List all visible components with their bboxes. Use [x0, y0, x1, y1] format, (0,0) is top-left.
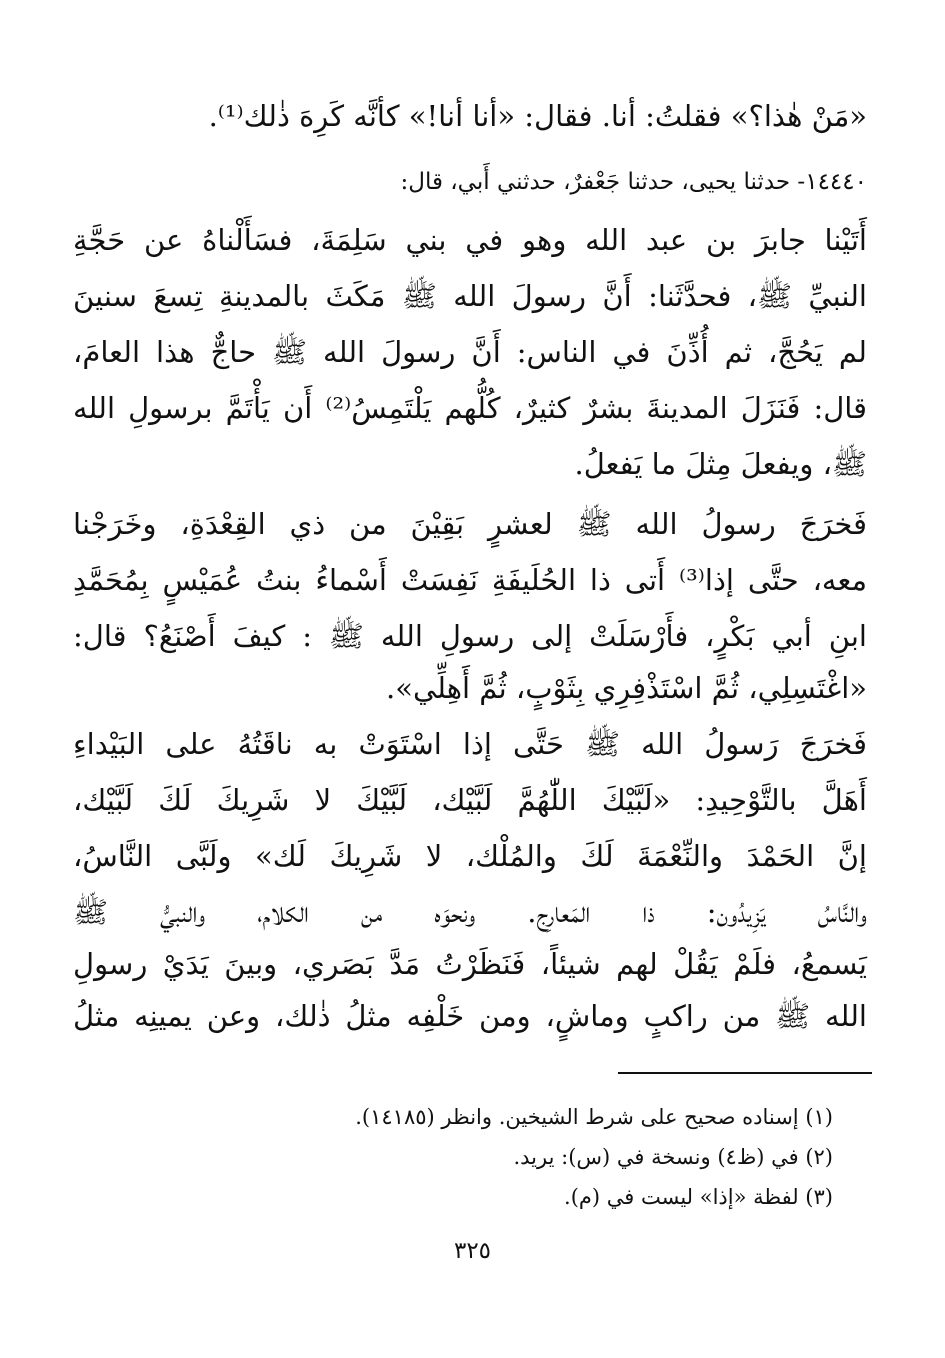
- text-line-3: أَتَيْنا جابرَ بن عبد الله وهو في بني سَلِمَةَ، فسَأَلْناهُ عن حَجَّةِ: [73, 223, 867, 257]
- text-line-16: يَسمعُ، فلَمْ يَقُلْ لهم شيئاً، فَنَظَرْتُ مَدَّ بَصَري، وبينَ يَدَيْ رسولِ: [73, 947, 867, 981]
- text-line-1: «مَنْ هٰذا؟» فقلتُ: أنا. فقال: «أنا أنا!» كأنَّه كَرِهَ ذٰلك⁽¹⁾.: [208, 99, 867, 133]
- text-line-8: فَخرَجَ رسولُ الله ﷺ لعشرٍ بَقِيْنَ من ذي القِعْدَةِ، وخَرَجْنا: [73, 507, 867, 541]
- text-line-12: فَخرَجَ رَسولُ الله ﷺ حَتَّى إذا اسْتَوَتْ به ناقَتُهُ على البَيْداءِ: [73, 727, 867, 761]
- text-line-7: ﷺ، ويفعلَ مِثلَ ما يَفعلُ.: [574, 447, 867, 481]
- text-line-4: النبيِّ ﷺ، فحدَّثَنا: أَنَّ رسولَ الله ﷺ مَكَثَ بالمدينةِ تِسعَ سنينَ: [73, 279, 867, 313]
- text-line-6: قال: فَنَزَلَ المدينةَ بشرٌ كثيرٌ، كُلُّهم يَلْتَمِسُ⁽²⁾ أَن يَأْتَمَّ برسولِ الله: [73, 391, 867, 425]
- text-line-15: والنَّاسُ يَزِيدُون: ذا المَعارِج. ونحوَه من الكلام، والنبيُّ ﷺ: [73, 895, 867, 929]
- text-line-5: لم يَحُجَّ، ثم أُذِّنَ في الناس: أَنَّ رسولَ الله ﷺ حاجٌّ هذا العامَ،: [73, 335, 867, 369]
- footnote-2: (٢) في (ظ٤) ونسخة في (س): يريد.: [513, 1145, 833, 1169]
- text-line-17: الله ﷺ من راكبٍ وماشٍ، ومن خَلْفِه مثلُ ذٰلك، وعن يمينِه مثلُ: [73, 999, 867, 1033]
- footnote-1: (١) إسناده صحيح على شرط الشيخين. وانظر (١٤١٨٥).: [355, 1105, 833, 1129]
- hadith-heading: ١٤٤٤٠- حدثنا يحيى، حدثنا جَعْفرٌ، حدثني أَبي، قال:: [400, 169, 867, 195]
- text-line-14: إنَّ الحَمْدَ والنِّعْمَةَ لَكَ والمُلْك، لا شَرِيكَ لَك» ولَبَّى النَّاسُ،: [73, 839, 867, 873]
- text-line-11: «اغْتَسِلِي، ثُمَّ اسْتَذْفِرِي بِثَوْبٍ، ثُمَّ أَهِلِّي».: [386, 671, 867, 705]
- footnote-separator: [618, 1072, 872, 1074]
- footnote-3: (٣) لفظة «إذا» ليست في (م).: [564, 1185, 833, 1209]
- text-line-10: ابنِ أبي بَكْرٍ، فأَرْسَلَتْ إلى رسولِ الله ﷺ : كيفَ أَصْنَعُ؟ قال:: [73, 619, 867, 653]
- text-line-9: معه، حتَّى إذا⁽³⁾ أَتى ذا الحُلَيفَةِ نَفِسَتْ أَسْماءُ بنتُ عُمَيْسٍ بِمُحَمَّدِ: [73, 563, 868, 597]
- page-number: ٣٢٥: [453, 1238, 492, 1264]
- text-line-13: أَهَلَّ بالتَّوْحِيدِ: «لَبَّيْكَ اللّٰهُمَّ لَبَّيْك، لَبَّيْكَ لا شَرِيكَ لَكَ لَبَّيْك،: [73, 783, 867, 817]
